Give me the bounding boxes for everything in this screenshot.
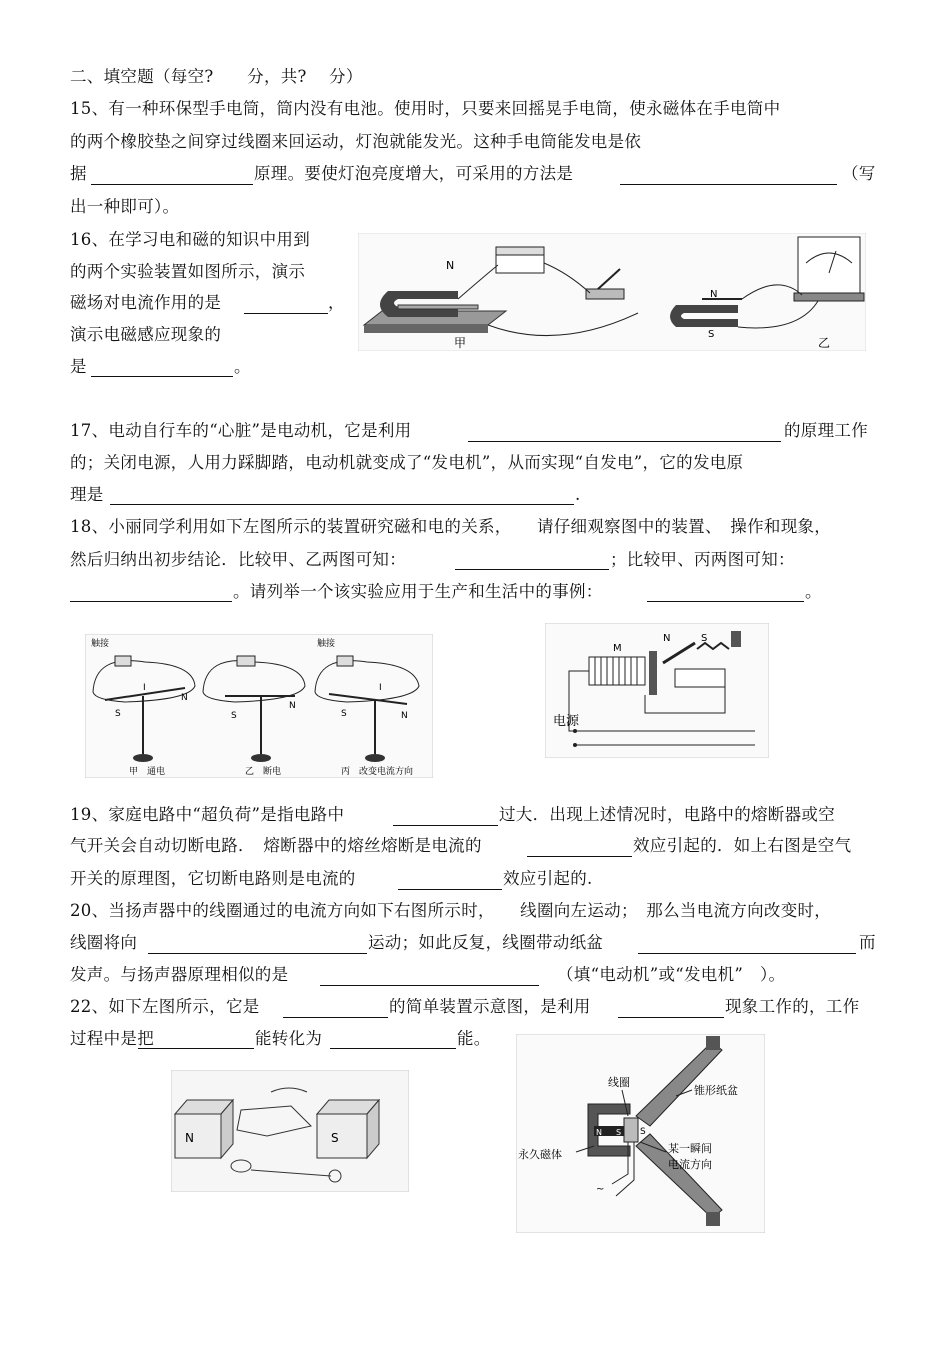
q17-line1a: 17、电动自行车的“心脏”是电动机，它是利用 <box>70 421 412 440</box>
q16-line5a: 是 <box>70 357 87 376</box>
q20-line2c: 而 <box>859 933 876 952</box>
q17-blank-2[interactable] <box>110 504 574 505</box>
q16-line5b: 。 <box>234 357 251 376</box>
q20-fig-current-label-2: 电流方向 <box>668 1158 712 1171</box>
q20-fig-n: N <box>596 1128 602 1137</box>
q17-line3a: 理是 <box>70 485 104 504</box>
q16-line2: 的两个实验装置如图所示，演示 <box>70 262 306 281</box>
q22-blank-3[interactable] <box>138 1048 254 1049</box>
q19-blank-3[interactable] <box>398 889 502 890</box>
q15-blank-1[interactable] <box>91 184 253 185</box>
q22-blank-1[interactable] <box>283 1017 388 1018</box>
q18-line3b: 。 <box>805 582 822 601</box>
q16-fig-label-left: 甲 <box>454 336 467 350</box>
q18-fig-i-3: I <box>379 683 382 693</box>
q15-line3b: 原理。要使灯泡亮度增大，可采用的方法是 <box>254 164 574 183</box>
q16-blank-1[interactable] <box>244 313 328 314</box>
q22-generator-drawing <box>171 1070 409 1192</box>
q17-line1b: 的原理工作 <box>784 421 868 440</box>
q20-speaker-figure <box>516 1034 765 1233</box>
q17-blank-1[interactable] <box>468 441 781 442</box>
q18-blank-1[interactable] <box>455 569 609 570</box>
q20-blank-3[interactable] <box>320 985 539 986</box>
q19-fig-s: S <box>701 633 708 644</box>
q15-line2: 的两个橡胶垫之间穿过线圈来回运动，灯泡就能发光。这种手电筒能发电是依 <box>70 132 642 151</box>
q18-fig-n-1: N <box>181 693 188 703</box>
q22-line2b: 能转化为 <box>255 1029 323 1048</box>
q17-line3b: . <box>575 485 581 504</box>
q19-line3a: 开关的原理图，它切断电路则是电流的 <box>70 869 356 888</box>
q16-line4: 演示电磁感应现象的 <box>70 325 222 344</box>
q18-left-figure <box>85 634 433 778</box>
q19-fig-n: N <box>663 633 671 644</box>
q16-fig-n-label-left: N <box>446 259 455 272</box>
q20-blank-2[interactable] <box>638 953 856 954</box>
q20-fig-current-label-1: 某一瞬间 <box>668 1142 712 1155</box>
q20-fig-s2: S <box>640 1127 646 1137</box>
q19-line1b: 过大．出现上述情况时，电路中的熔断器或空 <box>499 805 835 824</box>
q18-line3a: 。请列举一个该实验应用于生产和生活中的事例： <box>233 582 603 601</box>
q20-line1: 20、当扬声器中的线圈通过的电流方向如下右图所示时， 线圈向左运动； 那么当电流方向改变时， <box>70 901 832 920</box>
q16-line1: 16、在学习电和磁的知识中用到 <box>70 230 310 249</box>
q19-air-switch-drawing <box>545 623 769 758</box>
svg-text:~: ~ <box>596 1184 605 1195</box>
q18-fig-i-1: I <box>143 683 146 693</box>
q22-blank-4[interactable] <box>330 1048 456 1049</box>
q16-fig-n-label-right: N <box>710 289 718 300</box>
q20-fig-cone-label: 锥形纸盆 <box>694 1084 738 1097</box>
q18-blank-2[interactable] <box>70 601 232 602</box>
q18-fig-s-1: S <box>115 709 121 719</box>
q22-fig-n: N <box>185 1131 194 1145</box>
q15-line4: 出一种即可）。 <box>70 197 180 216</box>
q15-line3c: （写 <box>842 164 876 183</box>
q19-fig-power: 电源 <box>553 714 580 729</box>
q16-line3b: ， <box>328 293 345 312</box>
q18-fig-n-3: N <box>401 711 408 721</box>
q16-fig-s-label: S <box>708 329 715 340</box>
q18-fig-caption-2: 乙 断电 <box>245 767 282 777</box>
q19-line2a: 气开关会自动切断电路． 熔断器中的熔丝熔断是电流的 <box>70 836 482 855</box>
q19-line3b: 效应引起的. <box>503 869 593 888</box>
q20-line3a: 发声。与扬声器原理相似的是 <box>70 965 289 984</box>
q22-line1c: 现象工作的，工作 <box>725 997 860 1016</box>
q19-fig-m: M <box>613 643 622 654</box>
q16-figure-drawing <box>358 233 866 351</box>
q15-line3a: 据 <box>70 164 87 183</box>
q19-line1a: 19、家庭电路中“超负荷”是指电路中 <box>70 805 345 824</box>
q22-line1b: 的简单装置示意图，是利用 <box>389 997 591 1016</box>
q22-line2a: 过程中是把 <box>70 1029 154 1048</box>
q18-line2b: ；比较甲、丙两图可知： <box>610 550 795 569</box>
q19-blank-2[interactable] <box>527 856 632 857</box>
q18-fig-top-label-3: 触接 <box>317 639 336 649</box>
q18-left-figure-drawing <box>85 634 433 778</box>
q16-blank-2[interactable] <box>91 376 233 377</box>
q20-blank-1[interactable] <box>148 953 367 954</box>
q19-blank-1[interactable] <box>393 825 498 826</box>
q16-fig-label-right: 乙 <box>818 336 831 350</box>
section-title: 二、填空题（每空? 分，共? 分） <box>70 67 363 86</box>
q22-line1a: 22、如下左图所示，它是 <box>70 997 260 1016</box>
q18-fig-n-2: N <box>289 701 296 711</box>
q19-line2b: 效应引起的．如上右图是空气 <box>633 836 852 855</box>
q22-line2c: 能。 <box>457 1029 491 1048</box>
q18-blank-3[interactable] <box>647 601 804 602</box>
q22-fig-s: S <box>331 1131 339 1145</box>
q15-line1: 15、有一种环保型手电筒，筒内没有电池。使用时，只要来回摇晃手电筒，使永磁体在手电筒中 <box>70 99 781 118</box>
q20-line2b: 运动；如此反复，线圈带动纸盆 <box>368 933 604 952</box>
q15-blank-2[interactable] <box>620 184 837 185</box>
q16-line3a: 磁场对电流作用的是 <box>70 293 222 312</box>
q19-air-switch-figure <box>545 623 769 758</box>
q18-line2a: 然后归纳出初步结论．比较甲、乙两图可知： <box>70 550 406 569</box>
q20-fig-s: S <box>616 1128 622 1137</box>
q22-generator-figure <box>171 1070 409 1192</box>
q20-speaker-drawing <box>516 1034 765 1233</box>
q18-fig-top-label-1: 触接 <box>91 639 110 649</box>
q18-line1: 18、小丽同学利用如下左图所示的装置研究磁和电的关系， 请仔细观察图中的装置、 操作和现象， <box>70 517 832 536</box>
q20-fig-magnet-label: 永久磁体 <box>518 1148 562 1161</box>
q17-line2: 的；关闭电源，人用力踩脚踏，电动机就变成了“发电机”，从而实现“自发电”，它的发电原 <box>70 453 744 472</box>
q16-figure <box>358 233 866 351</box>
q18-fig-s-3: S <box>341 709 347 719</box>
q20-fig-coil-label: 线圈 <box>608 1076 630 1089</box>
q18-fig-caption-1: 甲 通电 <box>129 767 166 777</box>
q22-blank-2[interactable] <box>618 1017 724 1018</box>
q18-fig-caption-3: 丙 改变电流方向 <box>341 767 414 777</box>
q18-fig-s-2: S <box>231 711 237 721</box>
q20-line2a: 线圈将向 <box>70 933 138 952</box>
q20-line3b: （填“电动机”或“发电机” ）。 <box>557 965 786 984</box>
